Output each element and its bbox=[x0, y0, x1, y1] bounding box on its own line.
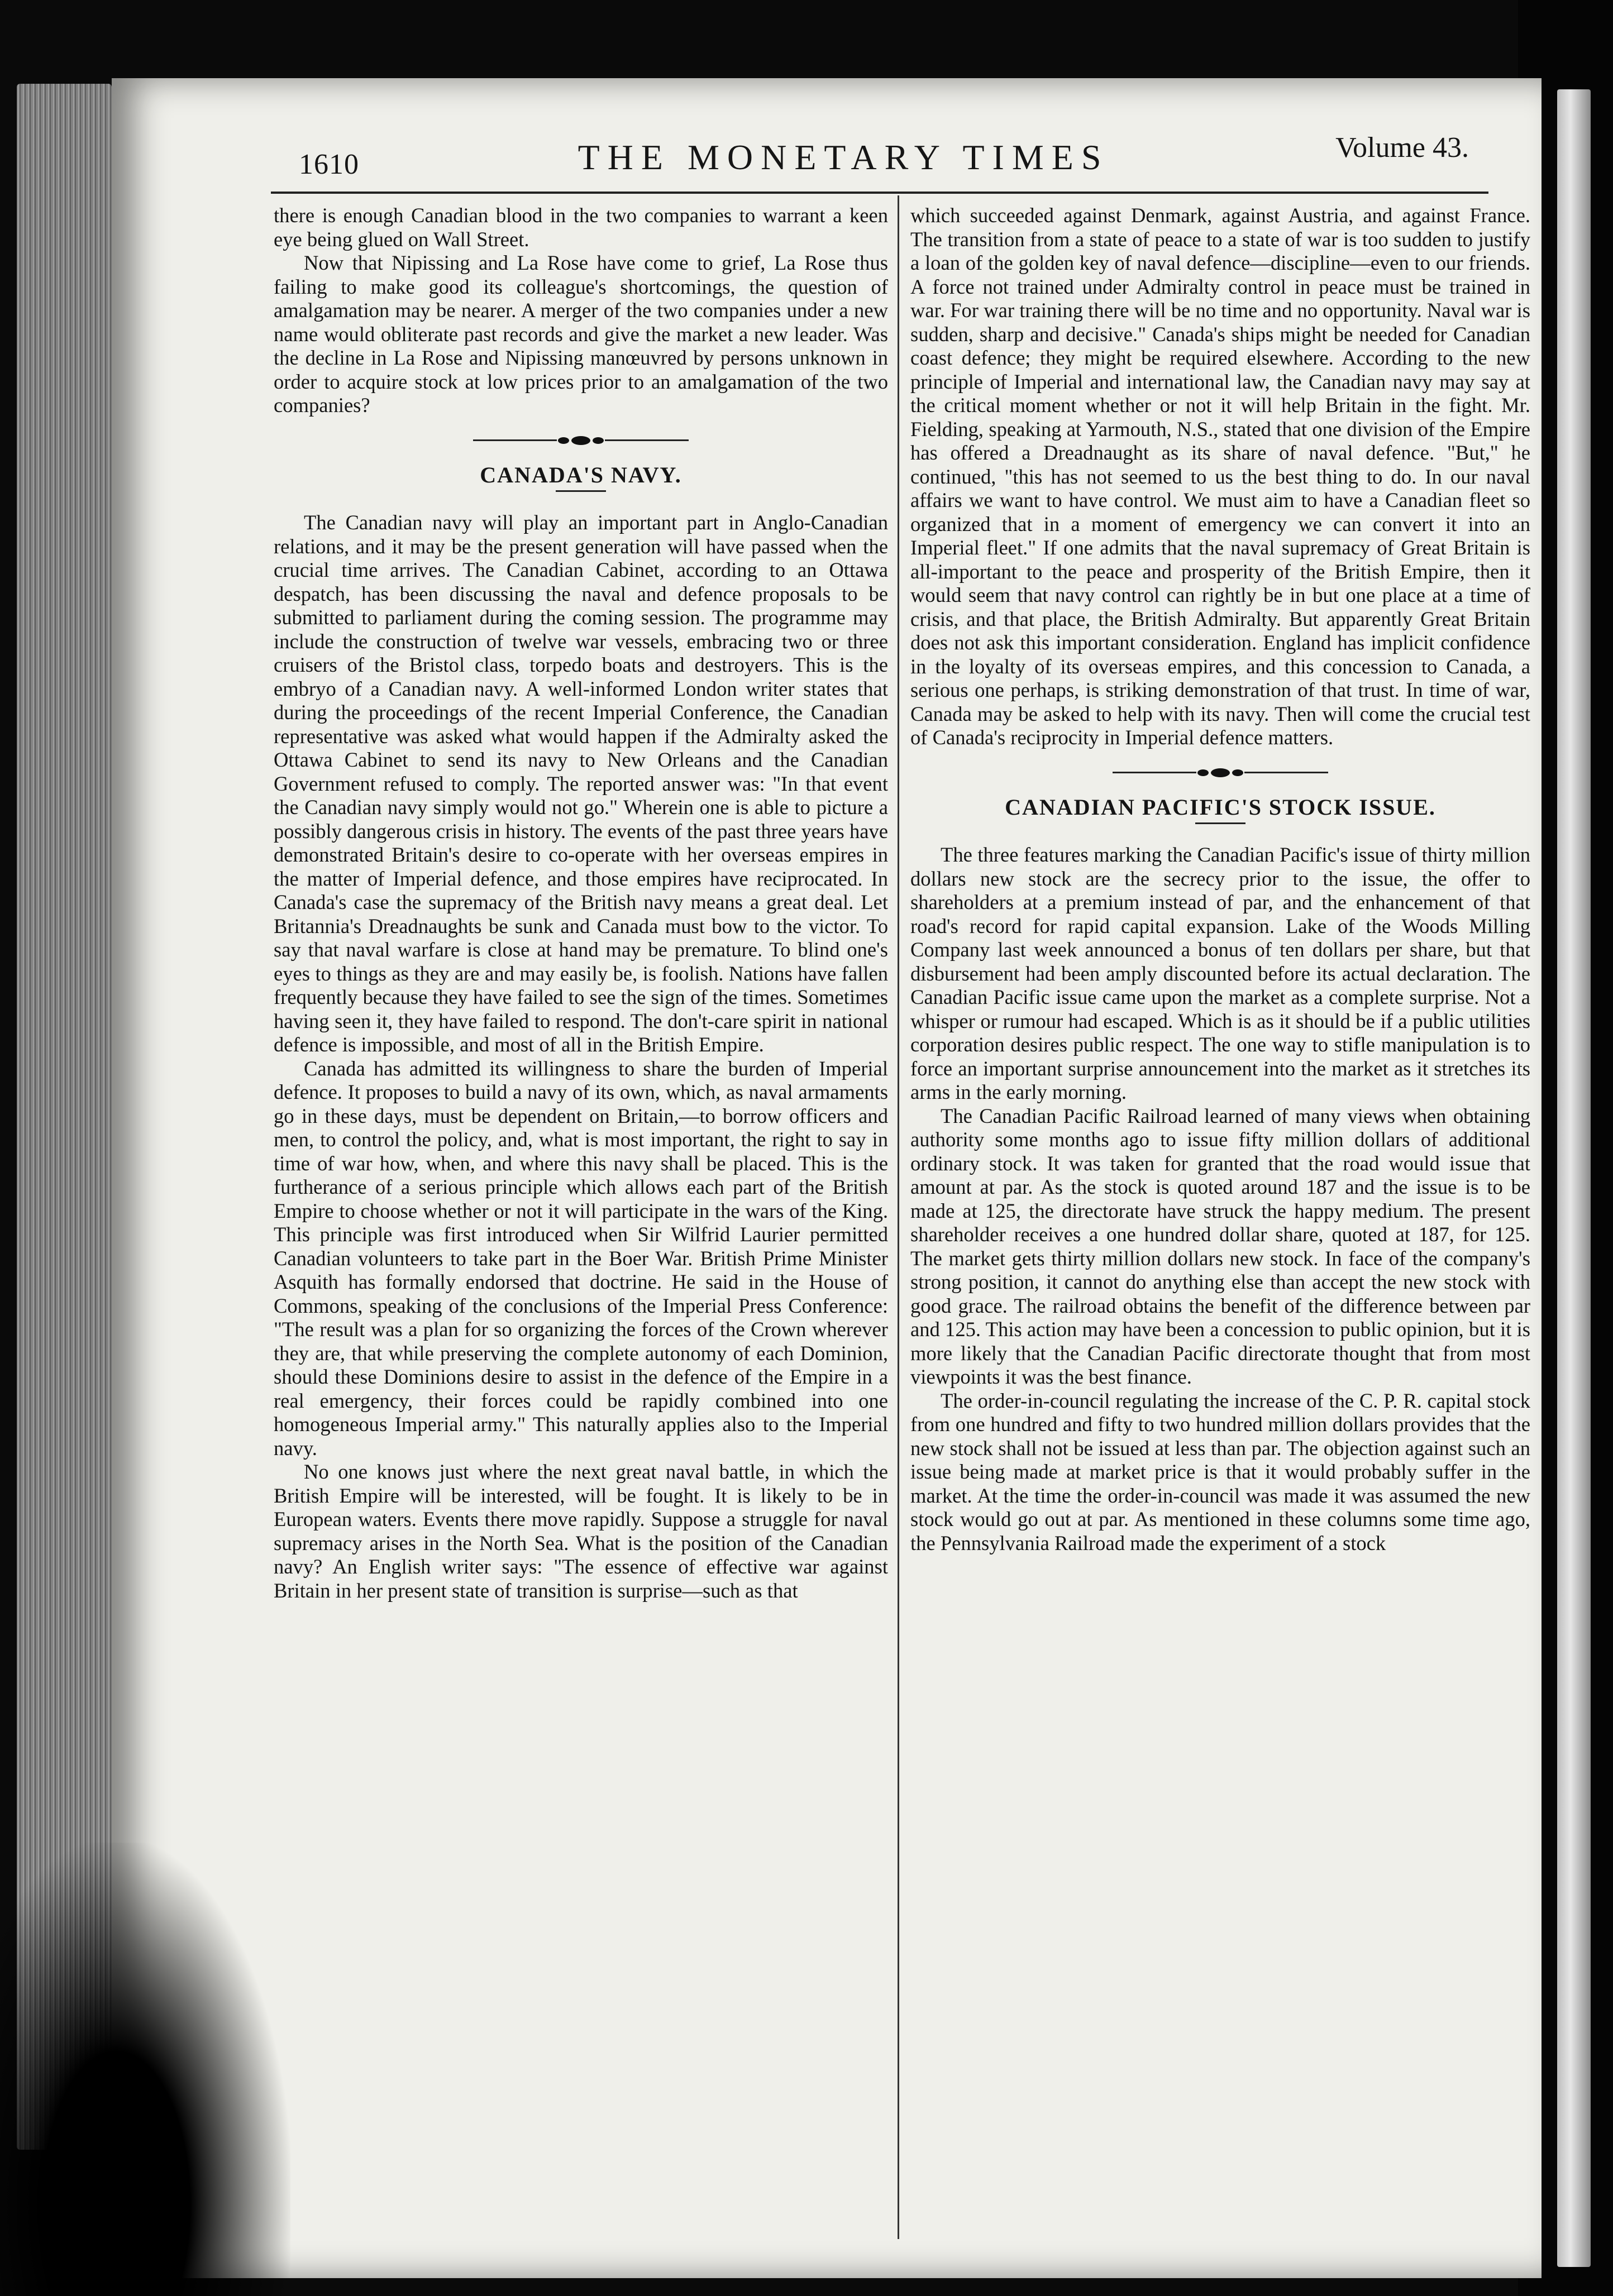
column-divider bbox=[898, 195, 899, 2239]
ornament-dot bbox=[1232, 769, 1243, 776]
ornament-dot bbox=[1197, 769, 1209, 776]
ornament-line bbox=[605, 439, 689, 441]
scanned-page bbox=[112, 78, 1542, 2278]
binding-shadow bbox=[0, 1843, 290, 2296]
journal-title: THE MONETARY TIMES bbox=[578, 137, 1109, 177]
paragraph: there is enough Canadian blood in the two companies to warrant a keen eye being glued on Wall Street. bbox=[274, 204, 888, 251]
ornament-dot bbox=[571, 436, 590, 445]
paragraph: Canada has admitted its willingness to share the burden of Imperial defence. It proposes to build a navy of its own, which, as naval armaments go in these days, must be dependent on Britain,—to borrow officers and men, to control the policy, and, what is most important, the right to say in time of war how, when, and where this navy shall be placed. This is the furtherance of a serious principle which allows each part of the British Empire to choose whether or not it will participate in the wars of the King. This principle was first introduced when Sir Wilfrid Laurier permitted Canadian volunteers to take part in the Boer War. British Prime Minister Asquith has formally endorsed that doctrine. He said in the House of Commons, speaking of the conclusions of the Imperial Press Conference: "The result was a plan for so organizing the forces of the Crown wherever they are, that while preserving the complete autonomy of each Dominion, should these Dominions desire to assist in the defence of the Empire in a real emergency, their forces could be rapidly combined into one homogeneous Imperial army." This naturally applies also to the Imperial navy. bbox=[274, 1056, 888, 1460]
paragraph: The Canadian Pacific Railroad learned of many views when obtaining authority some months ago to issue fifty million dollars of additional ordinary stock. It was taken for granted that the road would issue that amount at par. As the stock is quoted around 187 and the issue is to be made at 125, the directorate have struck the happy medium. The present shareholder receives a one hundred dollar share, quoted at 187, for 125. The market gets thirty million dollars new stock. In face of the company's strong position, it cannot do anything else than accept the new stock with good grace. The railroad obtains the benefit of the difference between par and 125. This action may have been a concession to public opinion, but it is more likely that the Canadian Pacific directorate thought that from most viewpoints it was the best finance. bbox=[910, 1104, 1530, 1388]
paragraph: The Canadian navy will play an important part in Anglo-Canadian relations, and it may be the present generation will have passed when the crucial time arrives. The Canadian Cabinet, according to an Ottawa despatch, has been discussing the naval and defence proposals to be submitted to parliament during the coming session. The programme may include the construction of twelve war vessels, embracing two or three cruisers of the Bristol class, torpedo boats and destroyers. This is the embryo of a Canadian navy. A well-informed London writer states that during the proceedings of the recent Imperial Conference, the Canadian representative was asked what would happen if the Admiralty asked the Ottawa Cabinet to send its navy to New Orleans and the Canadian Government refused to comply. The reported answer was: "In that event the Canadian navy simply would not go." Wherein one is able to picture a possibly dangerous crisis in history. The events of the past three years have demonstrated Britain's desire to co-operate with her overseas empires in the matter of Imperial defence, and those empires have reciprocated. In Canada's case the supremacy of the British navy means a great deal. Let Britannia's Dreadnaughts be sunk and Canada must bow to the victor. To say that naval warfare is close at hand may be premature. To blind one's eyes to things as they are and may easily be, is foolish. Nations have fallen frequently because they have failed to see the sign of the times. Sometimes having seen it, they have failed to respond. The don't-care spirit in national defence is impossible, and most of all in the British Empire. bbox=[274, 511, 888, 1056]
ornament-line bbox=[1244, 772, 1328, 773]
paragraph: The three features marking the Canadian Pacific's issue of thirty million dollars new stock are the secrecy prior to the issue, the offer to shareholders at a premium instead of par, and the enhancement of that road's record for rapid capital expansion. Lake of the Woods Milling Company last week announced a bonus of ten dollars per share, but that disbursement had been amply discounted before its actual declaration. The Canadian Pacific issue came upon the market as a complete surprise. Not a whisper or rumour had escaped. Which is as it should be if a public utilities corporation desires public respect. The one way to stifle manipulation is to force an important surprise announcement into the market as it stretches its arms in the early morning. bbox=[910, 843, 1530, 1103]
volume-label: Volume 43. bbox=[1335, 132, 1469, 164]
header-rule bbox=[271, 192, 1488, 194]
ornament-line bbox=[473, 439, 557, 441]
ornament-dot bbox=[1211, 768, 1230, 777]
paragraph: No one knows just where the next great naval battle, in which the British Empire will be interested, will be fought. It is likely to be in European waters. Events there move rapidly. Suppose a struggle for naval supremacy arises in the North Sea. What is the position of the Canadian navy? An English writer says: "The essence of effective war against Britain in her present state of transition is surprise—such as that bbox=[274, 1460, 888, 1602]
headline-rule bbox=[556, 490, 606, 492]
headline-rule bbox=[1195, 822, 1245, 824]
left-column bbox=[274, 204, 888, 1603]
article-headline-canadas-navy: CANADA'S NAVY. bbox=[480, 462, 682, 487]
ornament-dot bbox=[593, 437, 604, 444]
running-header bbox=[112, 131, 1542, 193]
article-headline-cpr-stock-issue: CANADIAN PACIFIC'S STOCK ISSUE. bbox=[1005, 794, 1436, 820]
ornament-line bbox=[1113, 772, 1196, 773]
paragraph: which succeeded against Denmark, against Austria, and against France. The transition from a state of peace to a state of war is too sudden to justify a loan of the golden key of naval defence—discipline—even to our friends. A force not trained under Admiralty control in peace must be trained in war. For war training there will be no time and no opportunity. Naval war is sudden, sharp and decisive." Canada's ships might be needed for Canadian coast defence; they might be required elsewhere. According to the new principle of Imperial and international law, the Canadian navy may say at the critical moment whether or not it will help Britain in the fight. Mr. Fielding, speaking at Yarmouth, N.S., stated that one division of the Empire has offered a Dreadnaught as its share of naval defence. "But," he continued, "this has not seemed to us the best thing to do. In our naval affairs we want to have control. We must aim to have a Canadian fleet so organized that in a moment of emergency we can convert it into an Imperial fleet." If one admits that the naval supremacy of Great Britain is all-important to the peace and prosperity of the British Empire, then it would seem that navy control can rightly be in but one place at a time of crisis, and that place, the British Admiralty. But apparently Great Britain does not ask this important consideration. England has implicit confidence in the loyalty of its overseas empires, and this concession to Canada, a serious one perhaps, is striking demonstration of that trust. In time of war, Canada may be asked to help with its navy. Then will come the crucial test of Canada's reciprocity in Imperial defence matters. bbox=[910, 204, 1530, 749]
section-ornament bbox=[274, 421, 888, 460]
book-page-edges bbox=[17, 84, 112, 2150]
paragraph: Now that Nipissing and La Rose have come to grief, La Rose thus failing to make good its colleague's shortcomings, the question of amalgamation may be nearer. A merger of the two companies under a new name would obliterate past records and give the market a new leader. Was the decline in La Rose and Nipissing manœuvred by persons unknown in order to acquire stock at low prices prior to an amalgamation of the two companies? bbox=[274, 251, 888, 417]
paragraph: The order-in-council regulating the increase of the C. P. R. capital stock from one hundred and fifty to two hundred million dollars provides that the new stock shall not be issued at less than par. The objection against such an issue being made at market price is that it would probably suffer in the market. At the time the order-in-council was made it was assumed the new stock would go out at par. As mentioned in these columns some time ago, the Pennsylvania Railroad made the experiment of a stock bbox=[910, 1389, 1530, 1554]
right-column bbox=[910, 204, 1530, 1555]
section-ornament bbox=[910, 753, 1530, 792]
page-number: 1610 bbox=[299, 149, 359, 180]
ornament-dot bbox=[558, 437, 569, 444]
next-page-edge bbox=[1557, 89, 1591, 2267]
